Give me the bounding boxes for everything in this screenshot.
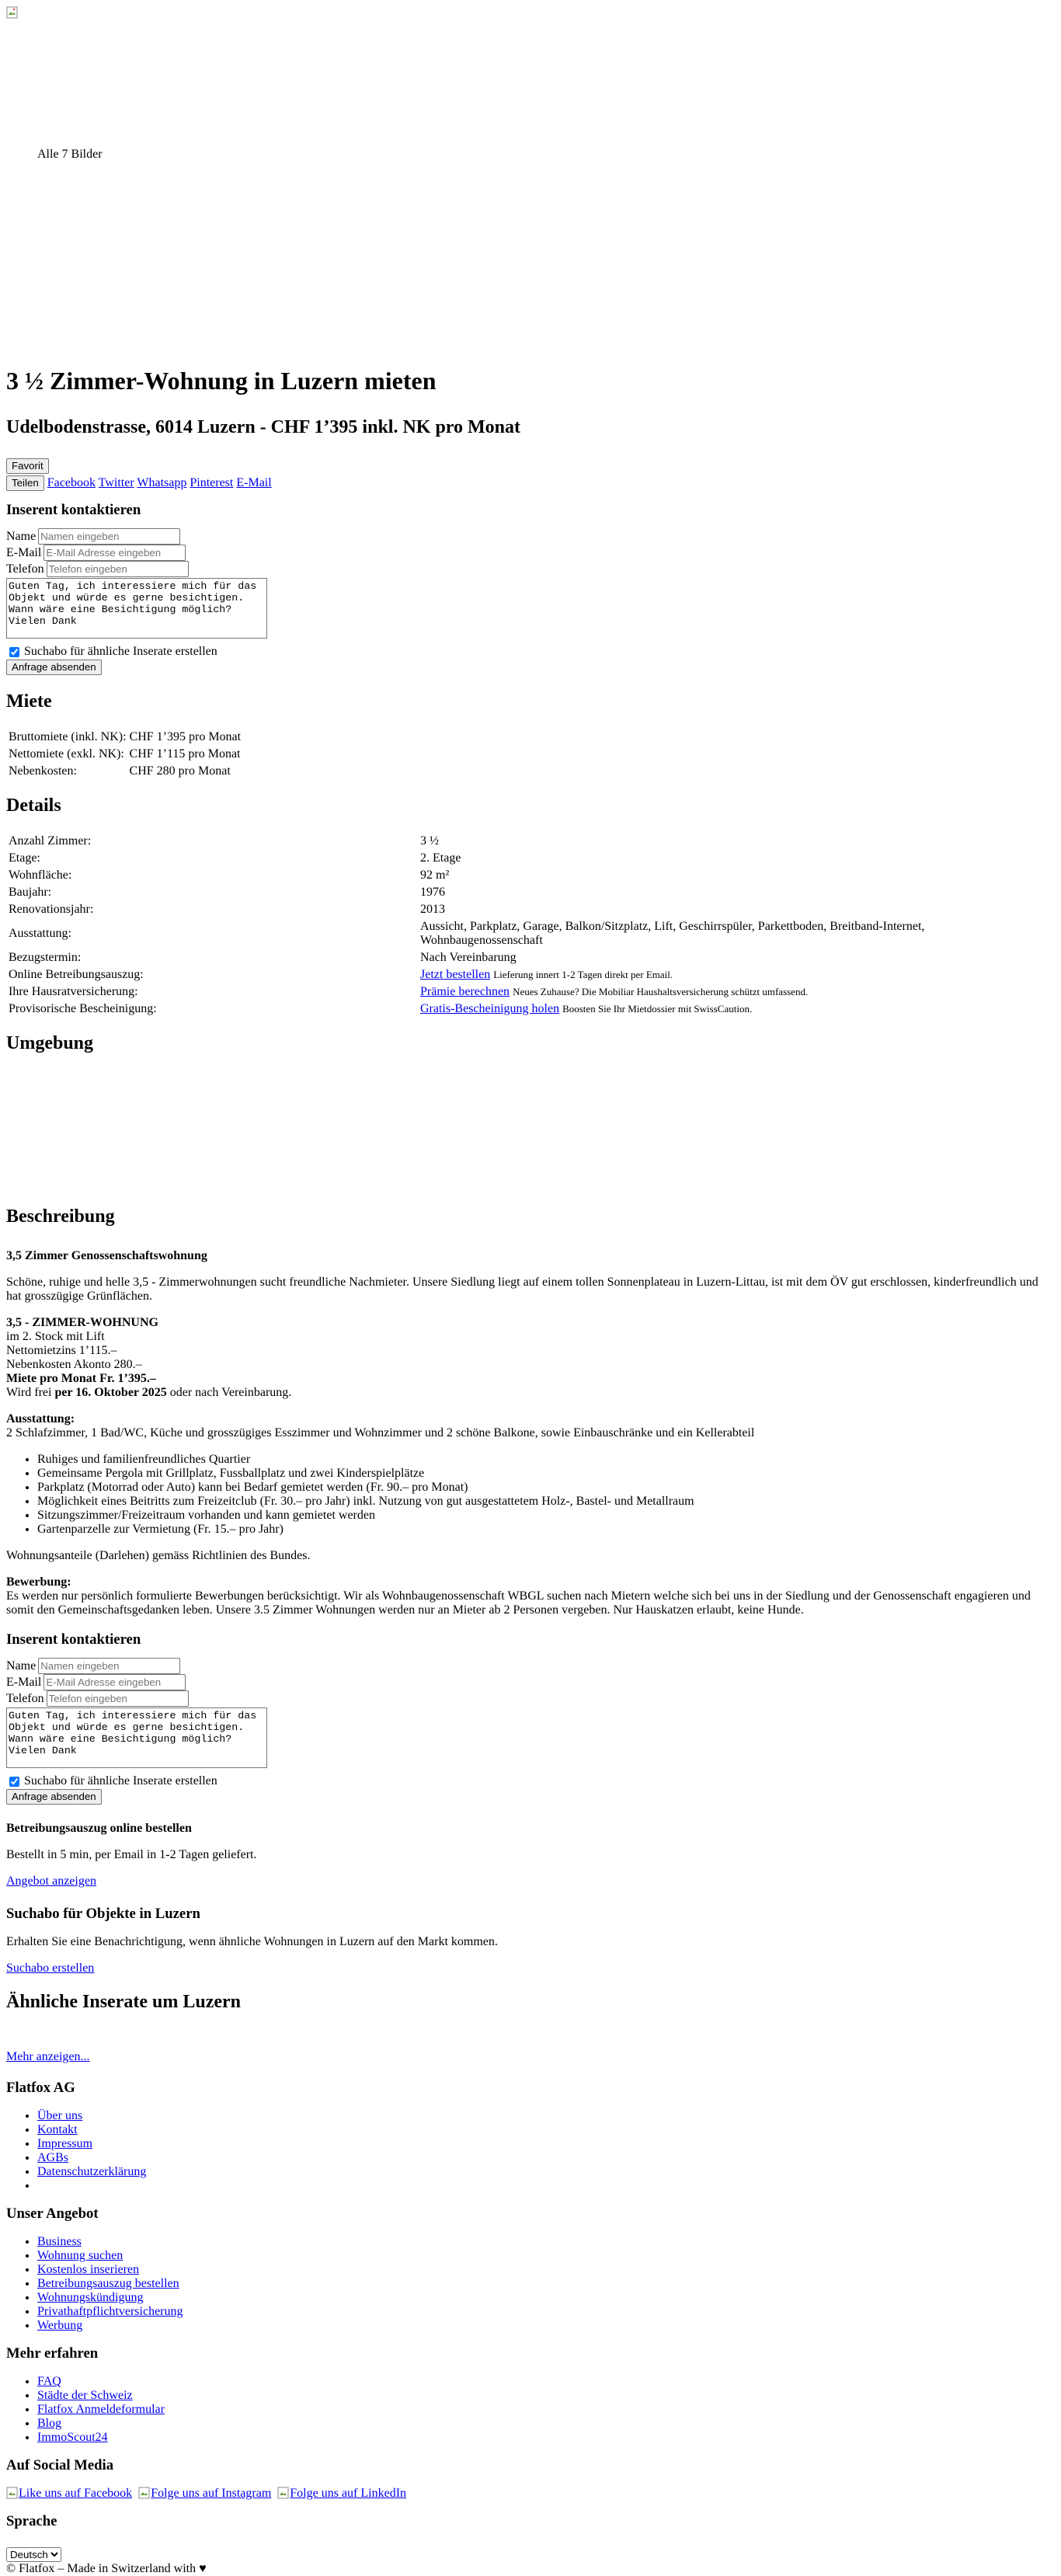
share-pinterest-link[interactable]: Pinterest bbox=[190, 476, 234, 489]
listing-subtitle: Udelbodenstrasse, 6014 Luzern - CHF 1’395 inkl. NK pro Monat bbox=[6, 417, 521, 437]
message-field[interactable] bbox=[6, 578, 267, 639]
available-suffix: oder nach Vereinbarung. bbox=[166, 1386, 292, 1399]
free-certificate-link[interactable]: Gratis-Bescheinigung holen bbox=[420, 1002, 560, 1015]
name-field[interactable] bbox=[38, 528, 180, 545]
detail-label: Baujahr: bbox=[9, 886, 52, 899]
features-block bbox=[6, 1412, 1055, 1440]
footer-link-faq[interactable]: FAQ bbox=[37, 2375, 61, 2388]
footer-company-links bbox=[6, 2109, 1055, 2193]
email-field[interactable] bbox=[43, 545, 186, 561]
copyright: © Flatfox – Made in Switzerland with ♥ bbox=[6, 2562, 207, 2575]
detail-label: Ausstattung: bbox=[9, 927, 71, 940]
footer-language-heading: Sprache bbox=[6, 2513, 57, 2529]
send-request-button[interactable]: Anfrage absenden bbox=[6, 660, 102, 675]
phone-field[interactable] bbox=[47, 561, 189, 577]
search-alert-heading: Suchabo für Objekte in Luzern bbox=[6, 1906, 200, 1922]
detail-value: 92 m² bbox=[420, 869, 450, 882]
list-item: • Sitzungszimmer/Freizeitraum vorhanden und kann gemietet werden bbox=[37, 1509, 1055, 1523]
available-from bbox=[6, 1386, 1055, 1400]
broken-image-icon[interactable] bbox=[6, 6, 19, 19]
shares-text: Wohnungsanteile (Darlehen) gemäss Richtlinien des Bundes. bbox=[6, 1549, 311, 1562]
table-row bbox=[8, 764, 242, 779]
table-row bbox=[8, 967, 940, 983]
footer-link-blog[interactable]: Blog bbox=[37, 2417, 62, 2430]
rent-value: CHF 1’395 pro Monat bbox=[129, 730, 242, 743]
search-alert-label: Suchabo für ähnliche Inserate erstellen bbox=[24, 1774, 217, 1788]
detail-label: Renovationsjahr: bbox=[9, 903, 94, 916]
detail-label: Ihre Hausratversicherung: bbox=[9, 985, 138, 998]
features-text: 2 Schlafzimmer, 1 Bad/WC, Küche und grosszügiges Esszimmer und Wohnzimmer und 2 schöne Balkone, sowie Einbauschränke und ein Kellerabteil bbox=[6, 1426, 755, 1439]
list-item bbox=[37, 2179, 1055, 2193]
available-date: per 16. Oktober 2025 bbox=[54, 1386, 167, 1399]
footer-link-debt-extract[interactable]: Betreibungsauszug bestellen bbox=[37, 2277, 179, 2290]
table-row bbox=[8, 729, 242, 745]
footer-link-immoscout[interactable]: ImmoScout24 bbox=[37, 2431, 108, 2444]
phone-field[interactable] bbox=[47, 1690, 189, 1707]
broken-image-icon bbox=[277, 2487, 290, 2499]
search-alert-checkbox[interactable] bbox=[9, 1777, 19, 1787]
footer-company-heading: Flatfox AG bbox=[6, 2080, 75, 2096]
send-request-button[interactable]: Anfrage absenden bbox=[6, 1789, 102, 1805]
image-gallery[interactable] bbox=[6, 0, 1055, 161]
apartment-line: Nebenkosten Akonto 280.– bbox=[6, 1358, 142, 1371]
footer-learn-heading: Mehr erfahren bbox=[6, 2345, 99, 2362]
footer-link-privacy[interactable]: Datenschutzerklärung bbox=[37, 2165, 147, 2178]
email-label: E-Mail bbox=[6, 1675, 42, 1689]
footer-link-cities[interactable]: Städte der Schweiz bbox=[37, 2389, 133, 2402]
table-row bbox=[8, 851, 940, 866]
share-whatsapp-link[interactable]: Whatsapp bbox=[137, 476, 187, 489]
contact-form bbox=[6, 502, 1055, 675]
create-search-alert-link[interactable]: Suchabo erstellen bbox=[6, 1962, 95, 1975]
facebook-link-text: Like uns auf Facebook bbox=[19, 2487, 133, 2500]
list-item: • Parkplatz (Motorrad oder Auto) kann bei Bedarf gemietet werden (Fr. 90.– pro Monat) bbox=[37, 1481, 1055, 1495]
footer-link-business[interactable]: Business bbox=[37, 2235, 82, 2248]
contact-form-heading: Inserent kontaktieren bbox=[6, 502, 141, 518]
footer-link-termination[interactable]: Wohnungskündigung bbox=[37, 2291, 144, 2304]
service-note: Boosten Sie Ihr Mietdossier mit SwissCaution. bbox=[562, 1003, 753, 1015]
footer-link-search-apartment[interactable]: Wohnung suchen bbox=[37, 2249, 123, 2262]
search-alert-text: Erhalten Sie eine Benachrichtigung, wenn ähnliche Wohnungen in Luzern auf den Markt kommen. bbox=[6, 1935, 498, 1948]
share-twitter-link[interactable]: Twitter bbox=[98, 476, 134, 489]
debt-extract-text: Bestellt in 5 min, per Email in 1-2 Tagen geliefert. bbox=[6, 1848, 257, 1861]
description-subheading: 3,5 Zimmer Genossenschaftswohnung bbox=[6, 1249, 207, 1262]
details-table bbox=[6, 832, 941, 1018]
apartment-line: im 2. Stock mit Lift bbox=[6, 1330, 105, 1343]
share-button[interactable]: Teilen bbox=[6, 475, 44, 491]
map-area[interactable] bbox=[6, 1054, 1055, 1206]
broken-image-icon bbox=[6, 2487, 19, 2499]
language-select[interactable] bbox=[6, 2547, 61, 2562]
message-field[interactable] bbox=[6, 1707, 267, 1768]
list-item: • Möglichkeit eines Beitritts zum Freizeitclub (Fr. 30.– pro Jahr) inkl. Nutzung von gut ausgestattetem Holz-, Bastel- und Metallraum bbox=[37, 1495, 1055, 1509]
instagram-link[interactable] bbox=[138, 2487, 274, 2500]
detail-value: Aussicht, Parkplatz, Garage, Balkon/Sitzplatz, Lift, Geschirrspüler, Parkettboden, Breitband-Internet, Wohnbaugenossenschaft bbox=[420, 920, 925, 947]
table-row bbox=[8, 834, 940, 849]
name-field[interactable] bbox=[38, 1658, 180, 1674]
listing-actions bbox=[6, 458, 1055, 474]
footer-link-contact[interactable]: Kontakt bbox=[37, 2123, 78, 2136]
list-item: • Ruhiges und familienfreundliches Quartier bbox=[37, 1453, 1055, 1467]
share-email-link[interactable]: E-Mail bbox=[236, 476, 272, 489]
search-alert-checkbox[interactable] bbox=[9, 647, 19, 657]
application-text: Es werden nur persönlich formulierte Bewerbungen berücksichtigt. Wir als Wohnbaugenossenschaft WBGL suchen nach Mietern welche sich bei uns in der Siedlung und der Genossenschaft engagieren und somit den Gemeinschaftsgedanken leben. Unsere 3.5 Zimmer Wohnungen werden nur an Mieter ab 2 Personen vergeben. Nur Hauskatzen erlaubt, keine Hunde. bbox=[6, 1589, 1031, 1617]
detail-label: Provisorische Bescheinigung: bbox=[9, 1002, 157, 1015]
share-row bbox=[6, 475, 1055, 491]
table-row bbox=[8, 1001, 940, 1017]
rent-table bbox=[6, 728, 243, 781]
social-links bbox=[6, 2487, 1055, 2501]
linkedin-link[interactable] bbox=[277, 2487, 409, 2500]
detail-label: Bezugstermin: bbox=[9, 951, 82, 964]
rent-heading: Miete bbox=[6, 691, 52, 712]
table-row bbox=[8, 902, 940, 917]
rent-value: CHF 280 pro Monat bbox=[129, 764, 231, 778]
similar-listings-heading: Ähnliche Inserate um Luzern bbox=[6, 1992, 241, 2012]
phone-label: Telefon bbox=[6, 562, 44, 576]
footer-link-about[interactable]: Über uns bbox=[37, 2109, 83, 2122]
apartment-block-title: 3,5 - ZIMMER-WOHNUNG bbox=[6, 1316, 158, 1329]
available-prefix: Wird frei bbox=[6, 1386, 55, 1399]
footer-link-terms[interactable]: AGBs bbox=[37, 2151, 69, 2164]
detail-value: Nach Vereinbarung bbox=[420, 951, 517, 964]
detail-label: Online Betreibungsauszug: bbox=[9, 968, 144, 981]
details-heading: Details bbox=[6, 795, 61, 816]
calculate-premium-link[interactable]: Prämie berechnen bbox=[420, 985, 510, 998]
detail-value: 2013 bbox=[420, 903, 445, 916]
debt-extract-heading: Betreibungsauszug online bestellen bbox=[6, 1822, 192, 1835]
monthly-rent-text: Miete pro Monat Fr. 1’395.– bbox=[6, 1372, 156, 1385]
footer-link-registration-form[interactable]: Flatfox Anmeldeformular bbox=[37, 2403, 165, 2416]
table-row bbox=[8, 984, 940, 1000]
rent-label: Bruttomiete (inkl. NK): bbox=[9, 730, 127, 743]
description-intro: Schöne, ruhige und helle 3,5 - Zimmerwohnungen sucht freundliche Nachmieter. Unsere Siedlung liegt auf einem tollen Sonnenplateau in Luzern-Littau, ist mit dem ÖV gut erschlossen, kinderfreundlich und hat grosszügige Grünflächen. bbox=[6, 1276, 1038, 1303]
show-more-link[interactable]: Mehr anzeigen... bbox=[6, 2050, 90, 2063]
name-label: Name bbox=[6, 529, 37, 543]
broken-image-icon bbox=[138, 2487, 151, 2499]
facebook-link[interactable] bbox=[6, 2487, 135, 2500]
service-note: Neues Zuhause? Die Mobiliar Haushaltsversicherung schützt umfassend. bbox=[513, 986, 809, 997]
surroundings-heading: Umgebung bbox=[6, 1033, 94, 1053]
all-images-link[interactable]: Alle 7 Bilder bbox=[37, 148, 103, 161]
contact-form-bottom bbox=[6, 1631, 1055, 1805]
apartment-block bbox=[6, 1316, 1055, 1400]
list-item: • Gartenparzelle zur Vermietung (Fr. 15.– pro Jahr) bbox=[37, 1523, 1055, 1537]
footer-link-liability-insurance[interactable]: Privathaftpflichtversicherung bbox=[37, 2305, 183, 2318]
table-row bbox=[8, 885, 940, 900]
phone-label: Telefon bbox=[6, 1691, 44, 1705]
footer-link-imprint[interactable]: Impressum bbox=[37, 2137, 93, 2150]
detail-value: 2. Etage bbox=[420, 851, 461, 865]
table-row bbox=[8, 950, 940, 966]
table-row bbox=[8, 868, 940, 883]
table-row bbox=[8, 919, 940, 949]
footer-offer-heading: Unser Angebot bbox=[6, 2205, 99, 2222]
apartment-line: Nettomietzins 1’115.– bbox=[6, 1344, 117, 1357]
detail-value: 3 ½ bbox=[420, 834, 439, 848]
table-row bbox=[8, 747, 242, 762]
footer-offer-links bbox=[6, 2235, 1055, 2333]
application-title: Bewerbung: bbox=[6, 1575, 71, 1589]
features-title: Ausstattung: bbox=[6, 1412, 75, 1426]
application-block bbox=[6, 1575, 1055, 1617]
rent-label: Nettomiete (exkl. NK): bbox=[9, 747, 124, 761]
features-list bbox=[6, 1453, 1055, 1537]
instagram-link-text: Folge uns auf Instagram bbox=[151, 2487, 272, 2500]
service-note: Lieferung innert 1-2 Tagen direkt per Email. bbox=[493, 969, 673, 980]
rent-label: Nebenkosten: bbox=[9, 764, 77, 778]
list-item: • Gemeinsame Pergola mit Grillplatz, Fussballplatz und zwei Kinderspielplätze bbox=[37, 1467, 1055, 1481]
share-facebook-link[interactable]: Facebook bbox=[47, 476, 96, 489]
rent-value: CHF 1’115 pro Monat bbox=[129, 747, 241, 761]
footer-link-advertising[interactable]: Werbung bbox=[37, 2319, 83, 2332]
show-offer-link[interactable]: Angebot anzeigen bbox=[6, 1875, 96, 1888]
footer-social-heading: Auf Social Media bbox=[6, 2457, 114, 2473]
email-field[interactable] bbox=[43, 1674, 186, 1690]
description-heading: Beschreibung bbox=[6, 1206, 115, 1227]
detail-label: Etage: bbox=[9, 851, 40, 865]
email-label: E-Mail bbox=[6, 545, 42, 559]
similar-listings-area bbox=[6, 2013, 1055, 2050]
order-debt-extract-link[interactable]: Jetzt bestellen bbox=[420, 968, 491, 981]
name-label: Name bbox=[6, 1659, 37, 1673]
footer-link-free-listing[interactable]: Kostenlos inserieren bbox=[37, 2263, 140, 2276]
contact-form-heading: Inserent kontaktieren bbox=[6, 1631, 141, 1648]
detail-value: 1976 bbox=[420, 886, 445, 899]
footer bbox=[6, 2080, 1055, 2576]
search-alert-label: Suchabo für ähnliche Inserate erstellen bbox=[24, 645, 217, 658]
linkedin-link-text: Folge uns auf LinkedIn bbox=[290, 2487, 407, 2500]
detail-label: Anzahl Zimmer: bbox=[9, 834, 92, 848]
detail-label: Wohnfläche: bbox=[9, 869, 72, 882]
footer-learn-links bbox=[6, 2375, 1055, 2445]
favorite-button[interactable]: Favorit bbox=[6, 458, 49, 474]
listing-title: 3 ½ Zimmer-Wohnung in Luzern mieten bbox=[6, 367, 437, 395]
